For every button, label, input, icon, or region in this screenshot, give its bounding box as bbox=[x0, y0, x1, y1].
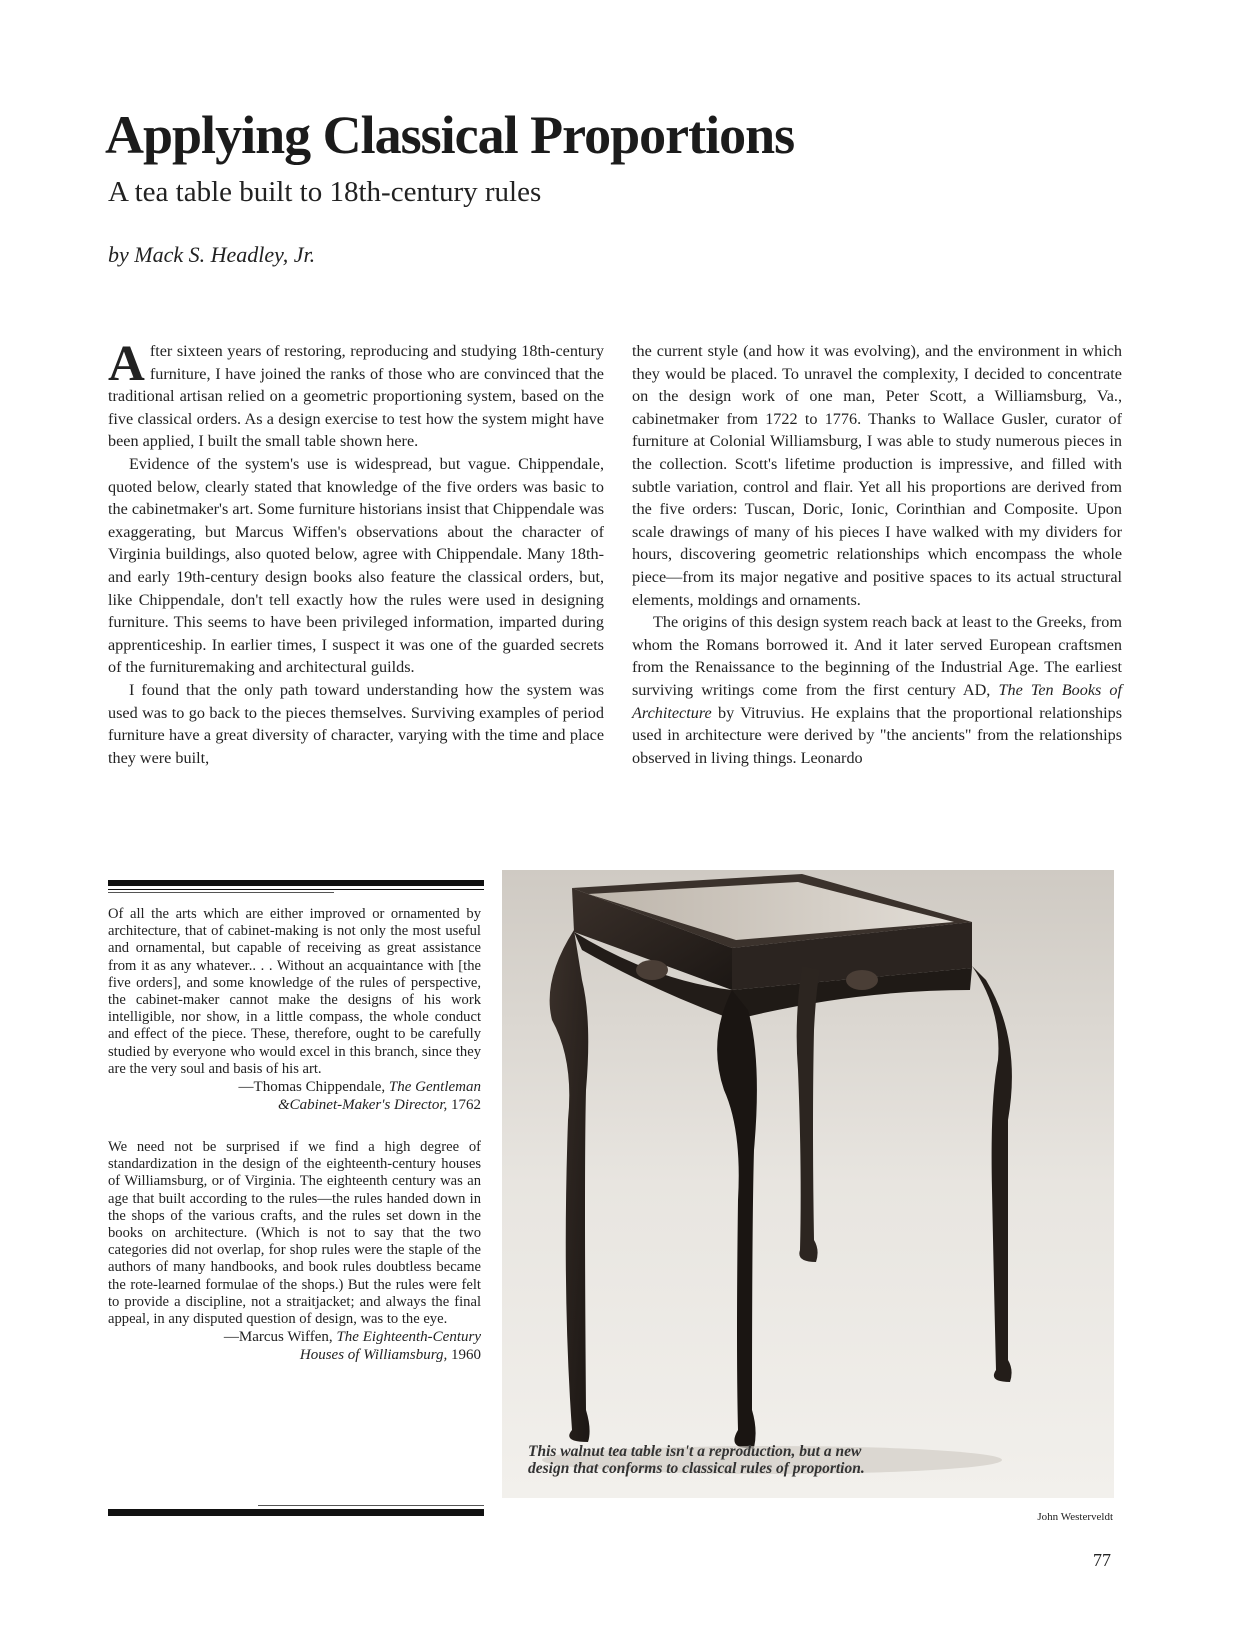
article-column-left bbox=[108, 336, 604, 769]
paragraph: the current style (and how it was evolving), and the environment in which they would be placed. To unravel the complexity, I decided to concentrate on the design work of one man, Peter Scott, a Williamsburg, Va., cabinetmaker from 1722 to 1776. Thanks to Wallace Gusler, curator of furniture at Colonial Williamsburg, I was able to study numerous pieces in the collection. Scott's lifetime production is impressive, and filled with subtle variation, control and flair. Yet all his proportions are derived from the five orders: Tuscan, Doric, Ionic, Corinthian and Composite. Upon scale drawings of many of his pieces I have walked with my dividers for hours, discovering geometric relationships which encompass the whole piece—from its major negative and positive spaces to its actual structural elements, moldings and ornaments. bbox=[632, 342, 1122, 609]
drop-cap: A bbox=[108, 336, 145, 392]
paragraph: The origins of this design system reach back at least to the Greeks, from whom the Romans borrowed it. And it later served European craftsmen from the Renaissance to the beginning of the Industrial Age. The earliest surviving writings come from the first century AD, The Ten Books of Architecture by Vitruvius. He explains that the proportional relationships used in architecture were derived by "the ancients" from the relationships observed in living things. Leonardo bbox=[632, 613, 1122, 767]
quote-attribution-book: &Cabinet-Maker's Director, 1762 bbox=[277, 1097, 481, 1114]
paragraph: After sixteen years of restoring, reproducing and studying 18th-century furniture, I have joined the ranks of those who are convinced that the traditional artisan relied on a geometric proportioning system, based on the five classical orders. As a design exercise to test how the system might have been applied, I built the small table shown here. bbox=[108, 336, 604, 451]
article-column-right bbox=[632, 340, 1122, 769]
sidebar-bottom-rule bbox=[108, 1503, 484, 1516]
article-title: Applying Classical Proportions bbox=[105, 105, 795, 165]
article-subtitle: A tea table built to 18th-century rules bbox=[108, 176, 542, 208]
paragraph: Evidence of the system's use is widespread, but vague. Chippendale, quoted below, clearly stated that knowledge of the five orders was basic to the cabinetmaker's art. Some furniture historians insist that Chippendale was exaggerating, but Marcus Wiffen's observations about the character of Virginia buildings, also quoted below, agree with Chippendale. Many 18th- and early 19th-century design books also feature the classical orders, but, like Chippendale, don't tell exactly how the rules were used in designing furniture. This seems to have been privileged information, imparted during apprenticeship. In earlier times, I suspect it was one of the guarded secrets of the furnituremaking and architectural guilds. bbox=[108, 454, 604, 677]
sidebar-quotes bbox=[108, 906, 481, 1364]
sidebar-top-rule bbox=[108, 880, 484, 893]
book-title: The Ten Books of Architecture bbox=[632, 680, 1122, 722]
tea-table-photo bbox=[502, 870, 1114, 1498]
byline: by Mack S. Headley, Jr. bbox=[108, 242, 316, 267]
wiffen-quote: We need not be surprised if we find a high degree of standardization in the design of the eighteenth-century houses of Williamsburg, or of Virginia. The eighteenth century was an age that built according to the rules—the rules handed down in the shops of the various crafts, and the rules set down in the books on architecture. (Which is not to say that the two categories did not overlap, for shop rules were the staple of the authors of many handbooks, and book rules doubtless became the rote-learned formulae of the shops.) But the rules were felt to provide a discipline, not a straitjacket; and always the final appeal, in any disputed question of design, was to the eye. bbox=[108, 1139, 481, 1328]
photo-credit: John Westerveldt bbox=[1037, 1511, 1113, 1523]
paragraph: I found that the only path toward understanding how the system was used was to go back to the pieces themselves. Surviving examples of period furniture have a great diversity of character, varying with the time and place they were built, bbox=[108, 680, 604, 767]
page-number: 77 bbox=[1093, 1550, 1111, 1570]
chippendale-quote: Of all the arts which are either improved or ornamented by architecture, that of cabinet-making is not only the most useful and ornamental, but capable of receiving as great assistance from it as any whatever.. . . Without an acquaintance with [the five orders], and some knowledge of the rules of perspective, the cabinet-maker cannot make the designs of his work intelligible, nor show, in a little compass, the whole conduct and effect of the piece. These, therefore, ought to be carefully studied by everyone who would excel in this branch, since they are the very soul and basis of his art. bbox=[108, 906, 481, 1077]
quote-attribution: —Marcus Wiffen, The Eighteenth-Century bbox=[223, 1329, 481, 1346]
quote-attribution: —Thomas Chippendale, The Gentleman bbox=[238, 1079, 481, 1096]
tea-table-illustration bbox=[502, 870, 1114, 1498]
quote-attribution-book: Houses of Williamsburg, 1960 bbox=[299, 1347, 481, 1364]
photo-caption: This walnut tea table isn't a reproduction, but a new design that conforms to classical rules of proportion. bbox=[528, 1443, 865, 1477]
